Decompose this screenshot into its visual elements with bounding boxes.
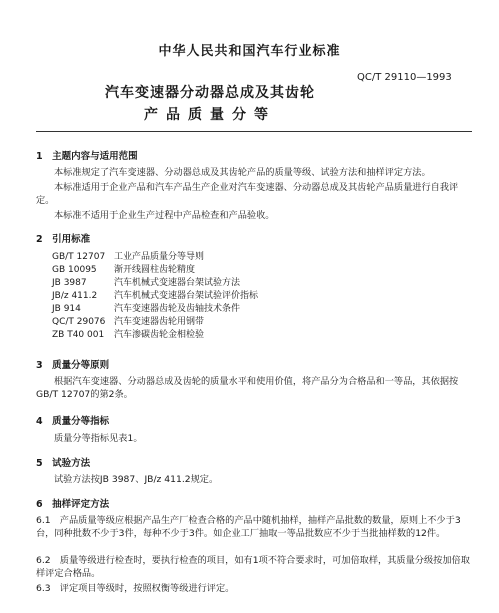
section-3-paragraph: 根据汽车变速器、分动器总成及齿轮的质量水平和使用价值，将产品分为合格品和一等品，其依据按GB/T 12707的第2条。: [36, 376, 459, 400]
reference-list: [52, 251, 258, 342]
section-6-item-1: 6.1 产品质量等级应根据产品生产厂检查合格的产品中随机抽样，抽样产品批数的数量，原则上不少于3台，同种批数不少于3件，每种不少于3件。如企业工厂抽取一等品批数应不少于当批抽样数的12件。: [36, 515, 461, 539]
section-4-heading: 4 质量分等指标: [36, 416, 110, 427]
section-4-paragraph: 质量分等指标见表1。: [54, 433, 143, 444]
reference-item: JB 914 汽车变速器齿轮及齿轴技术条件: [52, 304, 241, 314]
reference-item: JB/z 411.2 汽车机械式变速器台架试验评价指标: [52, 291, 259, 301]
section-1-paragraph-1: 本标准规定了汽车变速器、分动器总成及其齿轮产品的质量等级、试验方法和抽样评定方法。: [54, 167, 431, 178]
reference-item: ZB T40 001 汽车渗碳齿轮金相检验: [52, 330, 205, 340]
section-1-paragraph-3: 本标准不适用于企业生产过程中产品检查和产品验收。: [54, 210, 275, 221]
reference-item: GB 10095 渐开线圆柱齿轮精度: [52, 265, 196, 275]
reference-item: GB/T 12707 工业产品质量分等导则: [52, 252, 205, 262]
section-1-heading: 1 主题内容与适用范围: [36, 151, 138, 162]
document-title-line2: 产品质量分等: [144, 107, 276, 123]
section-5-heading: 5 试验方法: [36, 458, 91, 469]
reference-item: JB 3987 汽车机械式变速器台架试验方法: [52, 278, 241, 288]
standard-type-heading: 中华人民共和国汽车行业标准: [158, 44, 341, 59]
section-6-item-3: 6.3 评定项目等级时，按照权衡等级进行评定。: [36, 583, 235, 594]
standard-number: QC/T 29110—1993: [357, 72, 452, 83]
section-6-item-2: 6.2 质量等级进行检查时，要执行检查的项目，如有1项不符合要求时，可加倍取样，其质量分级按加倍取样评定合格品。: [36, 555, 470, 579]
document-title-line1: 汽车变速器分动器总成及其齿轮: [105, 85, 315, 101]
section-6-heading: 6 抽样评定方法: [36, 499, 110, 510]
reference-item: QC/T 29076 汽车变速器齿轮用钢带: [52, 317, 205, 327]
section-2-heading: 2 引用标准: [36, 234, 91, 245]
section-3-heading: 3 质量分等原则: [36, 360, 110, 371]
section-1-paragraph-2: 本标准适用于企业产品和汽车产品生产企业对汽车变速器、分动器总成及其齿轮产品质量进行自我评定。: [36, 182, 459, 206]
section-5-paragraph: 试验方法按JB 3987、JB/z 411.2规定。: [54, 474, 219, 485]
title-divider: [36, 131, 472, 132]
